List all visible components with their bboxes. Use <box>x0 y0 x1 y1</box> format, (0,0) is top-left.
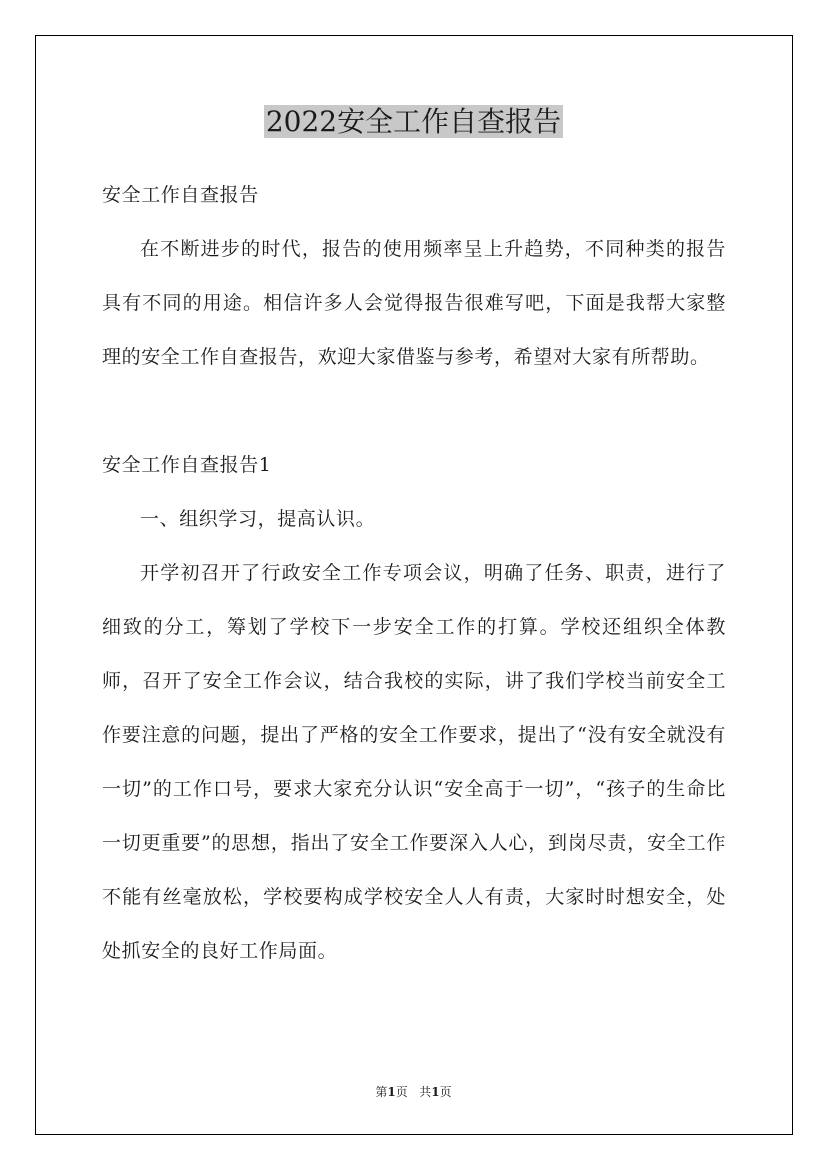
page-footer <box>0 1083 827 1100</box>
footer-page-number: 1 <box>387 1085 396 1099</box>
footer-page-suffix: 页 <box>395 1085 408 1099</box>
document-subtitle: 安全工作自查报告 <box>102 184 259 206</box>
intro-paragraph: 在不断进步的时代，报告的使用频率呈上升趋势，不同种类的报告具有不同的用途。相信许多人会觉得报告很难写吧，下面是我帮大家整理的安全工作自查报告，欢迎大家借鉴与参考，希望对大家有所帮助。 <box>102 238 726 368</box>
footer-page-prefix: 第 <box>375 1085 388 1099</box>
document-body <box>102 168 726 978</box>
document-title <box>0 100 827 144</box>
section-paragraph: 开学初召开了行政安全工作专项会议，明确了任务、职责，进行了细致的分工，筹划了学校下一步安全工作的打算。学校还组织全体教师，召开了安全工作会议，结合我校的实际，讲了我们学校当前安全工作要注意的问题，提出了严格的安全工作要求，提出了“没有安全就没有一切”的工作口号，要求大家充分认识“安全高于一切”，“孩子的生命比一切更重要”的思想，指出了安全工作要深入人心，到岗尽责，安全工作不能有丝毫放松，学校要构成学校安全人人有责，大家时时想安全，处处抓安全的良好工作局面。 <box>102 562 726 962</box>
section-heading: 一、组织学习，提高认识。 <box>140 508 376 530</box>
footer-total-pages: 1 <box>431 1085 440 1099</box>
paragraph-spacer <box>102 384 726 438</box>
section-title: 安全工作自查报告1 <box>102 454 272 476</box>
document-title-text: 2022安全工作自查报告 <box>265 105 562 138</box>
footer-total-suffix: 页 <box>439 1085 452 1099</box>
footer-total-prefix: 共 <box>419 1085 432 1099</box>
